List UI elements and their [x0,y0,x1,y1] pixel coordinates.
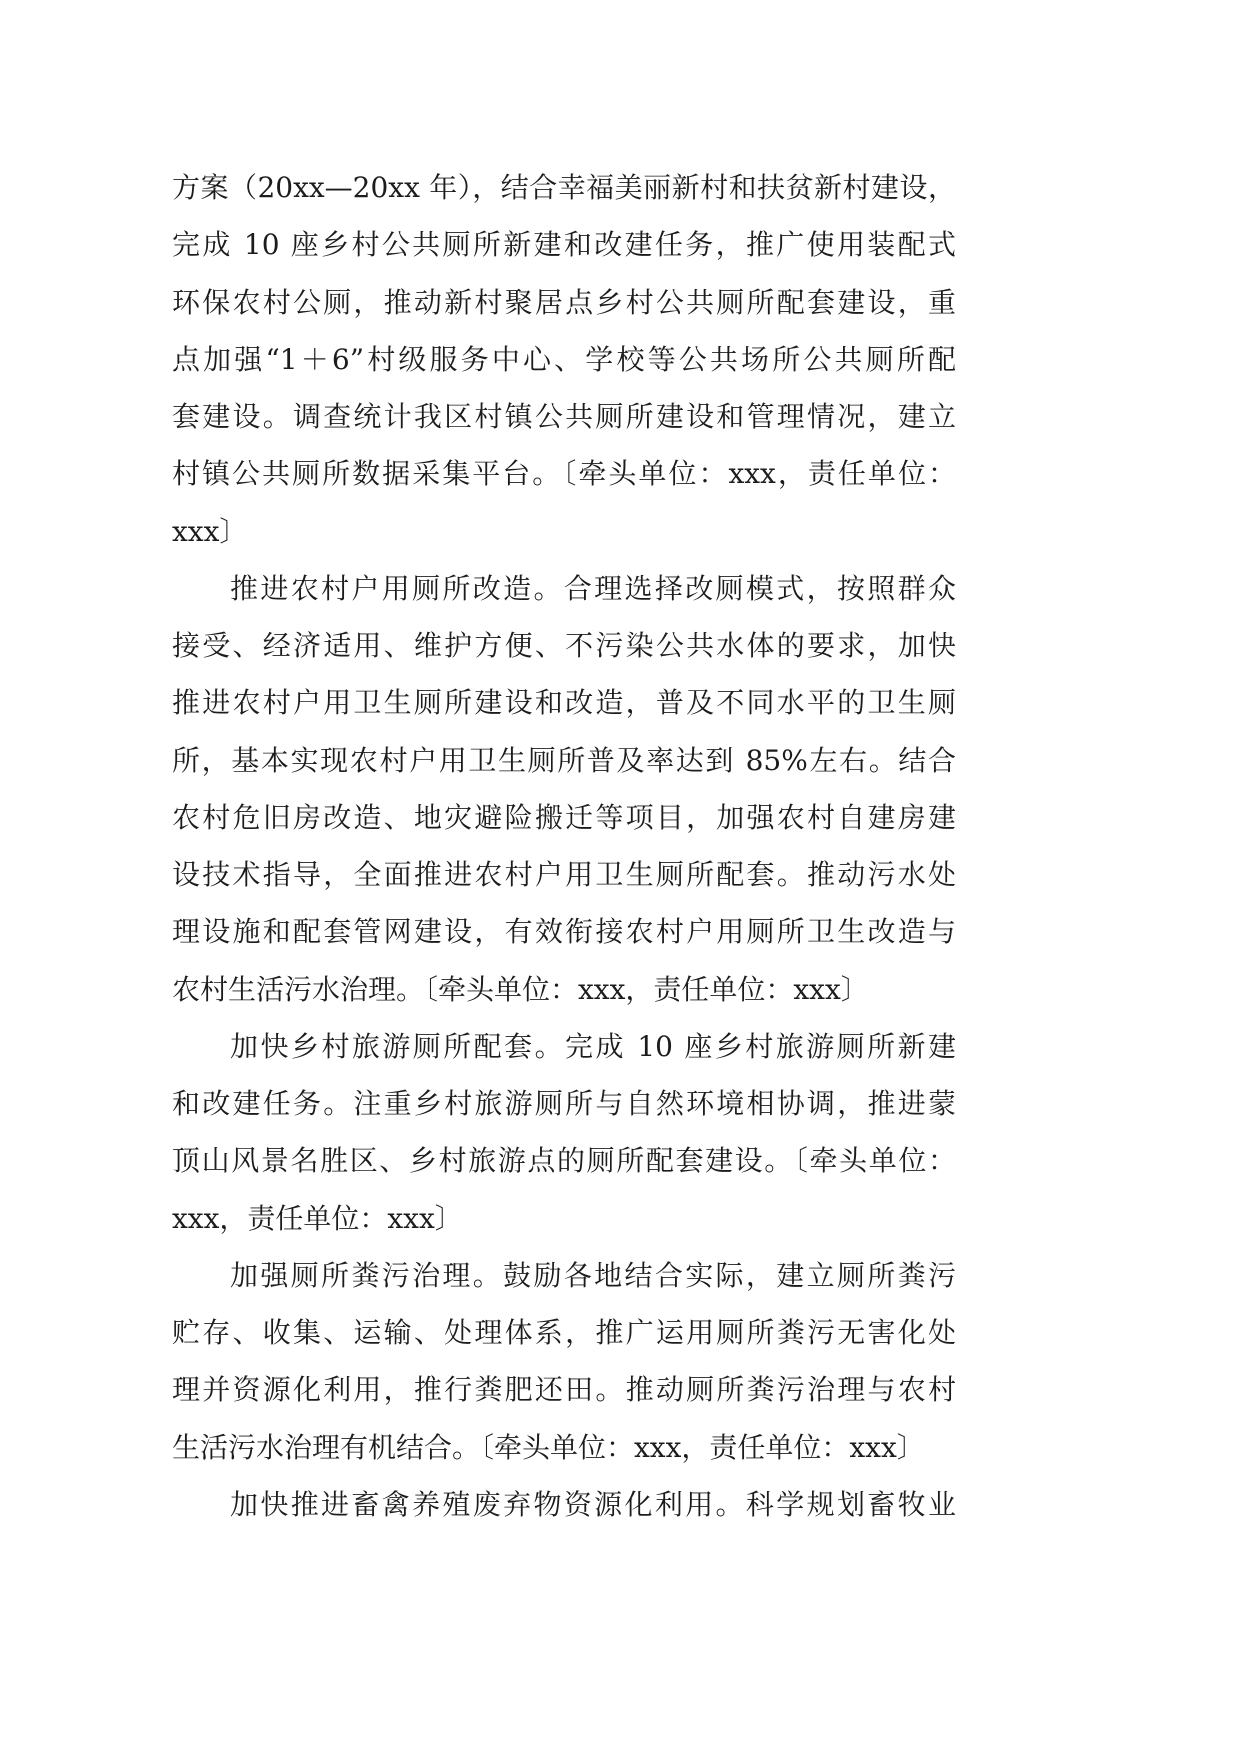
text-line: 设技术指导，全面推进农村户用卫生厕所配套。推动污水处 [172,858,956,891]
paragraph-livestock-waste [172,1476,956,1533]
text-line: 完成 10 座乡村公共厕所新建和改建任务，推广使用装配式 [172,228,956,262]
text-line: 生活污水治理有机结合。〔牵头单位：xxx，责任单位：xxx〕 [172,1430,925,1464]
text-line: 理并资源化利用，推行粪肥还田。推动厕所粪污治理与农村 [172,1373,956,1407]
text-line: 加强厕所粪污治理。鼓励各地结合实际，建立厕所粪污 [230,1258,956,1292]
paragraph-public-toilets [172,159,956,560]
paragraph-household-toilets [172,560,956,1018]
text-line: 接受、经济适用、维护方便、不污染公共水体的要求，加快 [172,629,956,662]
text-line: xxx〕 [172,514,248,548]
text-line: 农村生活污水治理。〔牵头单位：xxx，责任单位：xxx〕 [172,972,869,1006]
text-line: 加快乡村旅游厕所配套。完成 10 座乡村旅游厕所新建 [230,1029,956,1063]
text-line: 套建设。调查统计我区村镇公共厕所建设和管理情况，建立 [172,400,956,433]
document-body [172,159,956,1533]
text-line: 和改建任务。注重乡村旅游厕所与自然环境相协调，推进蒙 [172,1087,956,1120]
text-line: 环保农村公厕，推动新村聚居点乡村公共厕所配套建设，重 [172,285,956,319]
text-line: 村镇公共厕所数据采集平台。〔牵头单位：xxx，责任单位： [172,457,956,491]
paragraph-sewage-treatment [172,1247,956,1476]
text-line: xxx，责任单位：xxx〕 [172,1201,463,1235]
text-line: 顶山风景名胜区、乡村旅游点的厕所配套建设。〔牵头单位： [172,1144,956,1178]
text-line: 所，基本实现农村户用卫生厕所普及率达到 85%左右。结合 [172,743,956,777]
text-line: 推进农村户用厕所改造。合理选择改厕模式，按照群众 [230,571,956,605]
text-line: 农村危旧房改造、地灾避险搬迁等项目，加强农村自建房建 [172,800,956,834]
text-line: 推进农村户用卫生厕所建设和改造，普及不同水平的卫生厕 [172,686,956,720]
text-line: 方案（20xx—20xx 年），结合幸福美丽新村和扶贫新村建设， [172,171,956,204]
paragraph-tourism-toilets [172,1018,956,1247]
text-line: 点加强“1＋6”村级服务中心、学校等公共场所公共厕所配 [172,342,956,376]
text-line: 加快推进畜禽养殖废弃物资源化利用。科学规划畜牧业 [230,1487,956,1521]
text-line: 理设施和配套管网建设，有效衔接农村户用厕所卫生改造与 [172,915,956,949]
text-line: 贮存、收集、运输、处理体系，推广运用厕所粪污无害化处 [172,1316,956,1349]
